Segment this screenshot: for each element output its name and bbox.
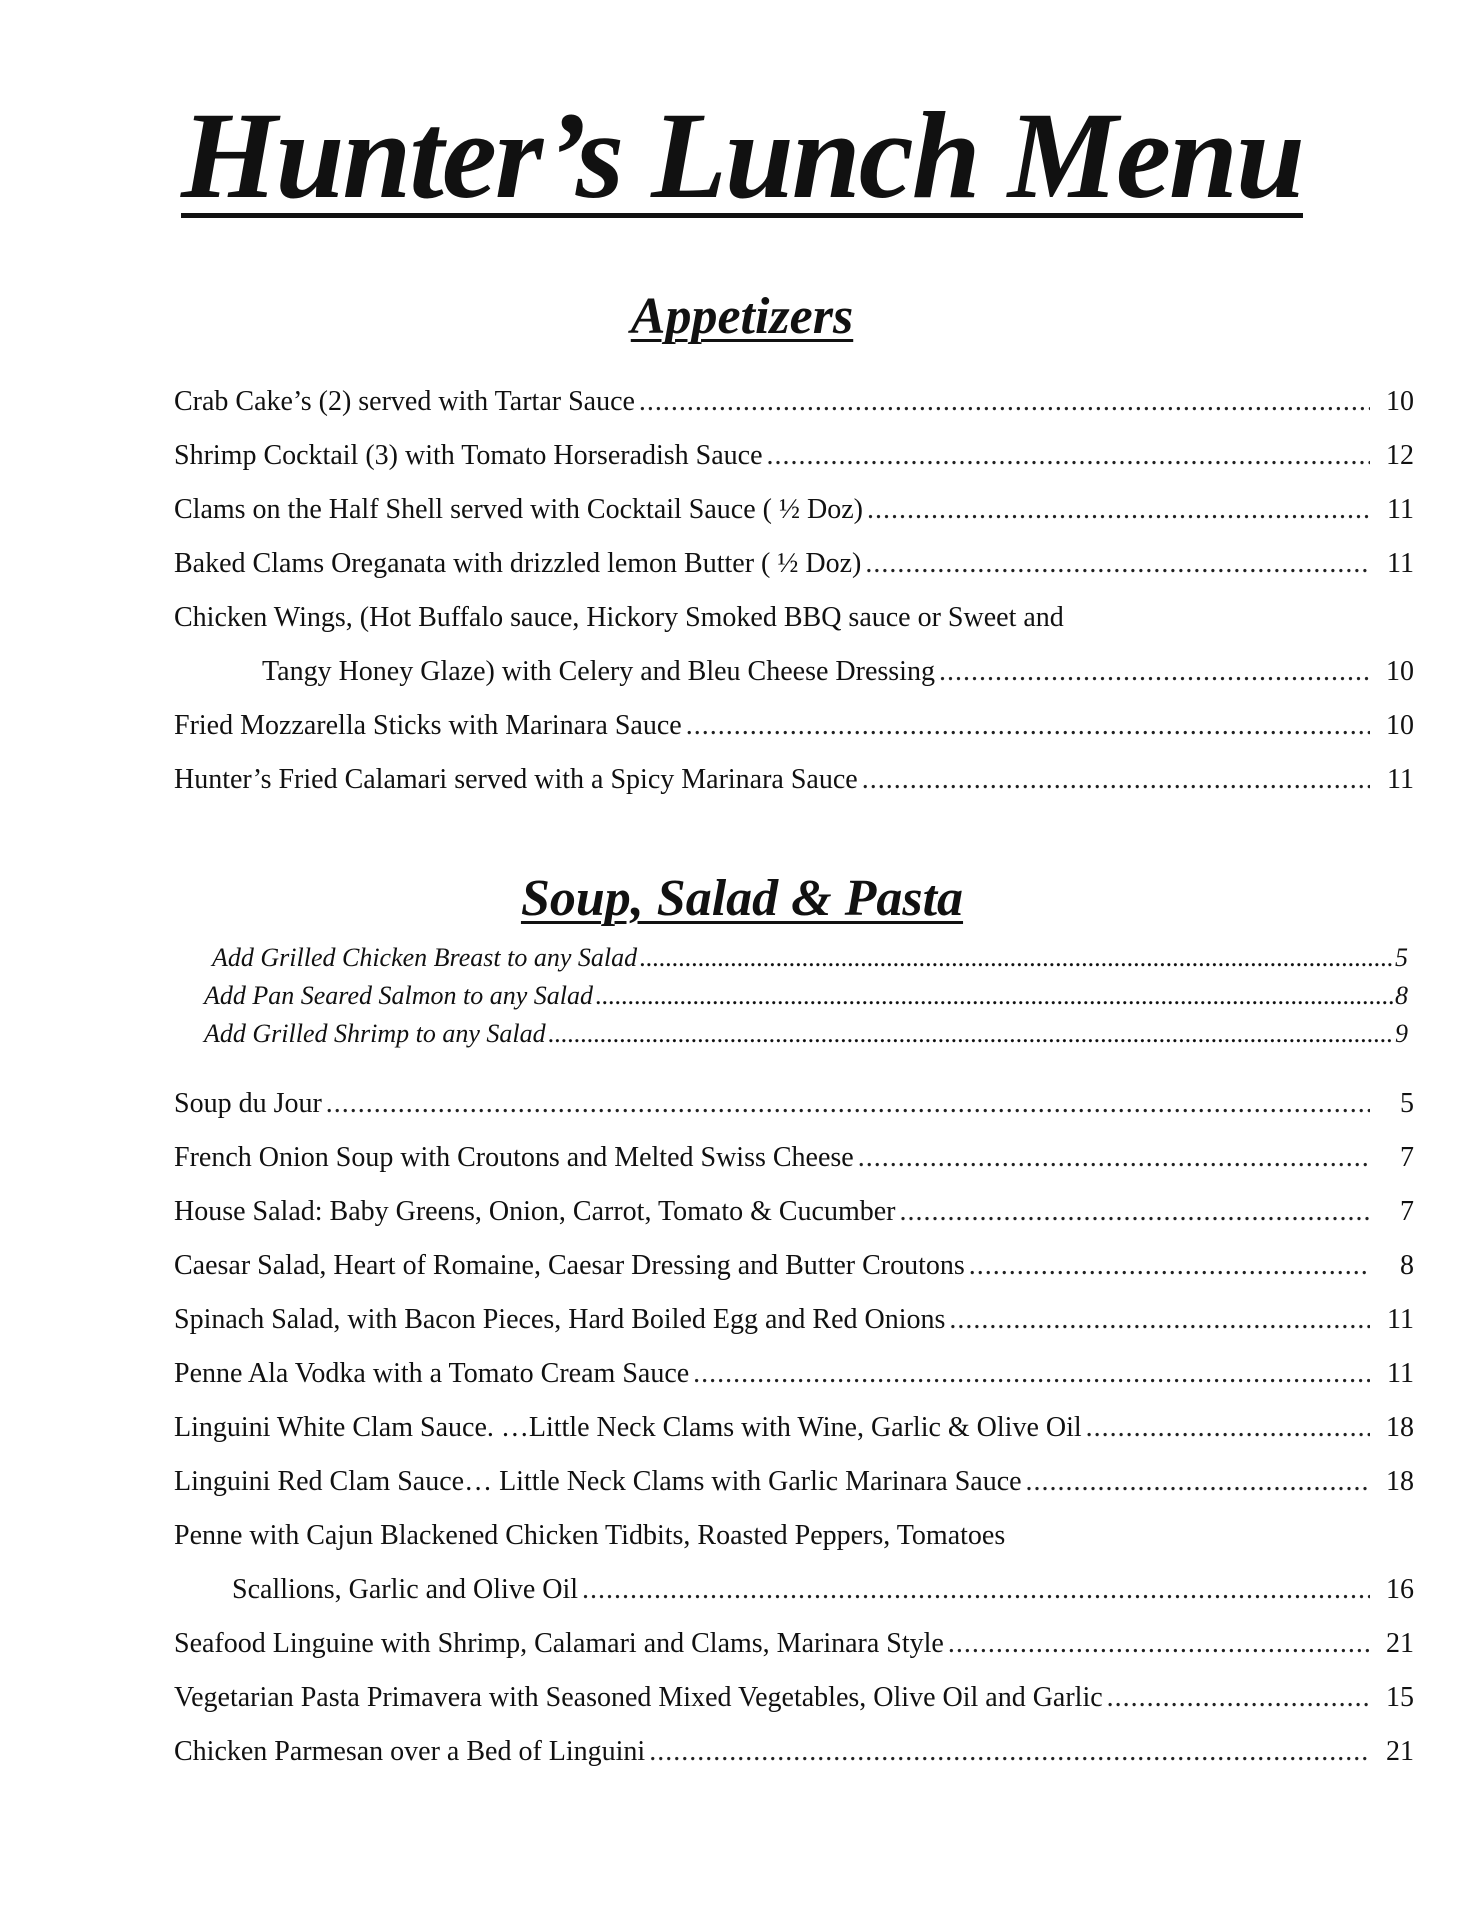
menu-item	[174, 1354, 1414, 1394]
item-name: French Onion Soup with Croutons and Melted Swiss Cheese	[174, 1142, 854, 1173]
item-price: 15	[1386, 1682, 1414, 1713]
item-name: Penne Ala Vodka with a Tomato Cream Sauce	[174, 1358, 690, 1389]
item-price: 21	[1386, 1736, 1414, 1767]
menu-item	[174, 1246, 1414, 1286]
dot-leader	[686, 706, 1370, 746]
item-name: House Salad: Baby Greens, Onion, Carrot, Tomato & Cucumber	[174, 1196, 896, 1227]
item-price: 10	[1386, 710, 1414, 741]
item-price: 11	[1387, 1304, 1414, 1335]
addon-item	[204, 978, 1408, 1014]
item-name-line1: Chicken Wings, (Hot Buffalo sauce, Hickory Smoked BBQ sauce or Sweet and	[174, 602, 1064, 633]
menu-item	[174, 382, 1414, 422]
dot-leader	[649, 1732, 1370, 1772]
item-name: Crab Cake’s (2) served with Tartar Sauce	[174, 386, 635, 417]
dot-leader	[858, 1138, 1370, 1178]
item-price: 11	[1387, 764, 1414, 795]
item-price: 10	[1386, 656, 1414, 687]
addon-price: 5	[1395, 943, 1408, 972]
item-price: 10	[1386, 386, 1414, 417]
dot-leader	[969, 1246, 1370, 1286]
item-name: Fried Mozzarella Sticks with Marinara Sauce	[174, 710, 682, 741]
item-price: 7	[1400, 1196, 1414, 1227]
menu-item	[174, 436, 1414, 476]
menu-item	[174, 1732, 1414, 1772]
dot-leader	[949, 1300, 1370, 1340]
addon-name: Add Grilled Chicken Breast to any Salad	[212, 943, 638, 972]
dot-leader	[1107, 1678, 1370, 1718]
item-name: Linguini Red Clam Sauce… Little Neck Clams with Garlic Marinara Sauce	[174, 1466, 1022, 1497]
item-price: 16	[1386, 1574, 1414, 1605]
item-price: 12	[1386, 440, 1414, 471]
addon-name: Add Pan Seared Salmon to any Salad	[204, 981, 593, 1010]
appetizers-heading: Appetizers	[630, 288, 854, 345]
dot-leader	[865, 544, 1370, 584]
menu-item	[262, 652, 1414, 692]
item-price: 5	[1400, 1088, 1414, 1119]
dot-leader	[595, 978, 1393, 1014]
addon-name: Add Grilled Shrimp to any Salad	[204, 1019, 546, 1048]
menu-item	[174, 1408, 1414, 1448]
item-name-line1: Penne with Cajun Blackened Chicken Tidbits, Roasted Peppers, Tomatoes	[174, 1520, 1006, 1551]
item-name: Vegetarian Pasta Primavera with Seasoned Mixed Vegetables, Olive Oil and Garlic	[174, 1682, 1103, 1713]
menu-item	[174, 1138, 1414, 1178]
item-name: Caesar Salad, Heart of Romaine, Caesar Dressing and Butter Croutons	[174, 1250, 965, 1281]
dot-leader	[900, 1192, 1370, 1232]
menu-item	[174, 490, 1414, 530]
dot-leader	[639, 940, 1393, 976]
item-name: Hunter’s Fried Calamari served with a Spicy Marinara Sauce	[174, 764, 858, 795]
addon-price: 8	[1395, 981, 1408, 1010]
dot-leader	[939, 652, 1370, 692]
menu-item	[174, 1624, 1414, 1664]
menu-item	[174, 1678, 1414, 1718]
dot-leader	[948, 1624, 1370, 1664]
dot-leader	[862, 760, 1370, 800]
item-name-line2: Tangy Honey Glaze) with Celery and Bleu Cheese Dressing	[262, 656, 935, 687]
addon-item	[204, 1016, 1408, 1052]
dot-leader	[1026, 1462, 1370, 1502]
item-price: 21	[1386, 1628, 1414, 1659]
dot-leader	[639, 382, 1370, 422]
dot-leader	[1086, 1408, 1370, 1448]
item-name: Clams on the Half Shell served with Cocktail Sauce ( ½ Doz)	[174, 494, 863, 525]
item-price: 11	[1387, 494, 1414, 525]
dot-leader	[582, 1570, 1370, 1610]
dot-leader	[693, 1354, 1370, 1394]
item-price: 11	[1387, 1358, 1414, 1389]
addon-item	[212, 940, 1408, 976]
item-price: 18	[1386, 1466, 1414, 1497]
menu-item	[174, 544, 1414, 584]
menu-item	[174, 1084, 1414, 1124]
item-name: Soup du Jour	[174, 1088, 322, 1119]
addon-price: 9	[1395, 1019, 1408, 1048]
item-price: 8	[1400, 1250, 1414, 1281]
item-name: Shrimp Cocktail (3) with Tomato Horseradish Sauce	[174, 440, 763, 471]
soup-salad-pasta-heading: Soup, Salad & Pasta	[520, 870, 964, 927]
menu-item	[174, 1192, 1414, 1232]
menu-item	[174, 760, 1414, 800]
dot-leader	[326, 1084, 1370, 1124]
menu-item	[174, 1300, 1414, 1340]
item-name-line2: Scallions, Garlic and Olive Oil	[232, 1574, 579, 1605]
item-price: 18	[1386, 1412, 1414, 1443]
item-price: 7	[1400, 1142, 1414, 1173]
item-price: 11	[1387, 548, 1414, 579]
item-name: Spinach Salad, with Bacon Pieces, Hard Boiled Egg and Red Onions	[174, 1304, 946, 1335]
menu-item	[174, 706, 1414, 746]
menu-title: Hunter’s Lunch Menu	[181, 87, 1303, 224]
item-name: Seafood Linguine with Shrimp, Calamari and Clams, Marinara Style	[174, 1628, 944, 1659]
dot-leader	[548, 1016, 1393, 1052]
menu-item	[174, 1462, 1414, 1502]
item-name: Baked Clams Oreganata with drizzled lemon Butter ( ½ Doz)	[174, 548, 862, 579]
menu-item	[232, 1570, 1414, 1610]
dot-leader	[767, 436, 1370, 476]
item-name: Chicken Parmesan over a Bed of Linguini	[174, 1736, 646, 1767]
dot-leader	[867, 490, 1370, 530]
item-name: Linguini White Clam Sauce. …Little Neck Clams with Wine, Garlic & Olive Oil	[174, 1412, 1082, 1443]
